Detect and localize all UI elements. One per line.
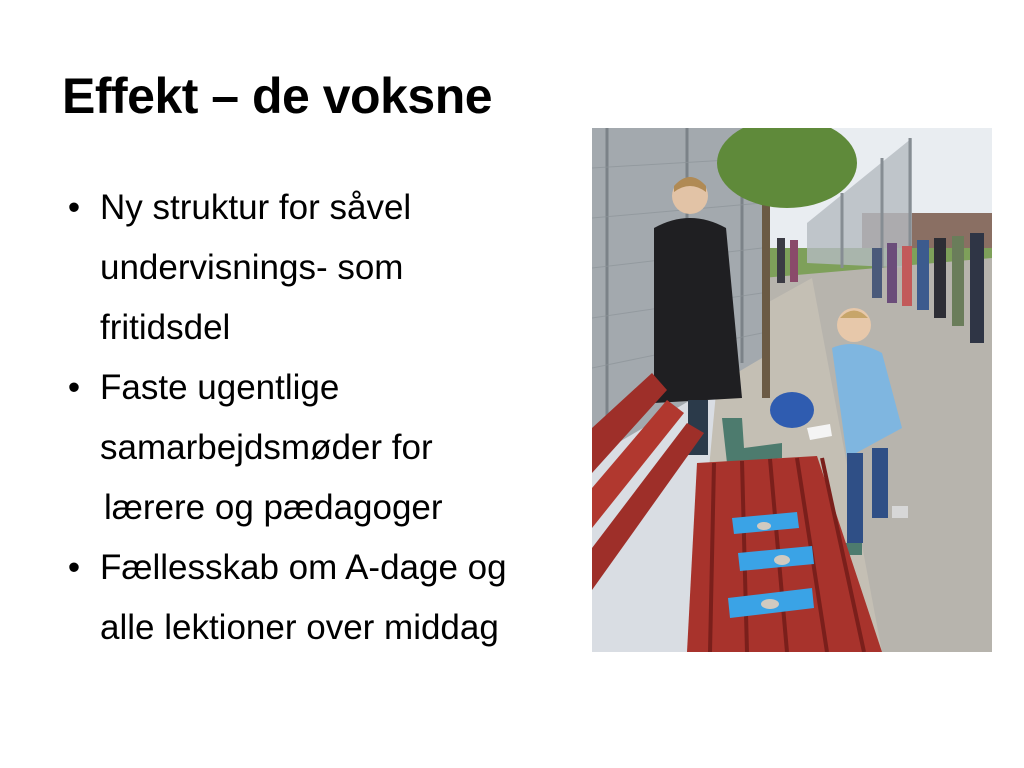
photo-illustration [592, 128, 992, 652]
slide-photo [592, 128, 992, 652]
bullet-item [60, 538, 590, 658]
bullet-dot: • [67, 188, 81, 227]
bullet-line: alle lektioner over middag [100, 608, 499, 647]
bullet-line: lærere og pædagoger [104, 488, 443, 527]
photo-bag [770, 392, 814, 428]
bullet-line: Faste ugentlige [100, 368, 340, 407]
bullet-list [60, 178, 590, 658]
bullet-line: samarbejdsmøder for [100, 428, 433, 467]
bullet-item [60, 178, 590, 358]
bullet-dot: • [67, 548, 81, 587]
bullet-dot: • [67, 368, 81, 407]
bullet-line: Fællesskab om A-dage og [100, 548, 507, 587]
photo-tree-trunk [762, 188, 770, 398]
slide-title: Effekt – de voksne [62, 68, 493, 124]
bullet-line: Ny struktur for såvel [100, 188, 412, 227]
bullet-item [60, 358, 590, 538]
bullet-line: undervisnings- som [100, 248, 404, 287]
bullet-line: fritidsdel [100, 308, 231, 347]
